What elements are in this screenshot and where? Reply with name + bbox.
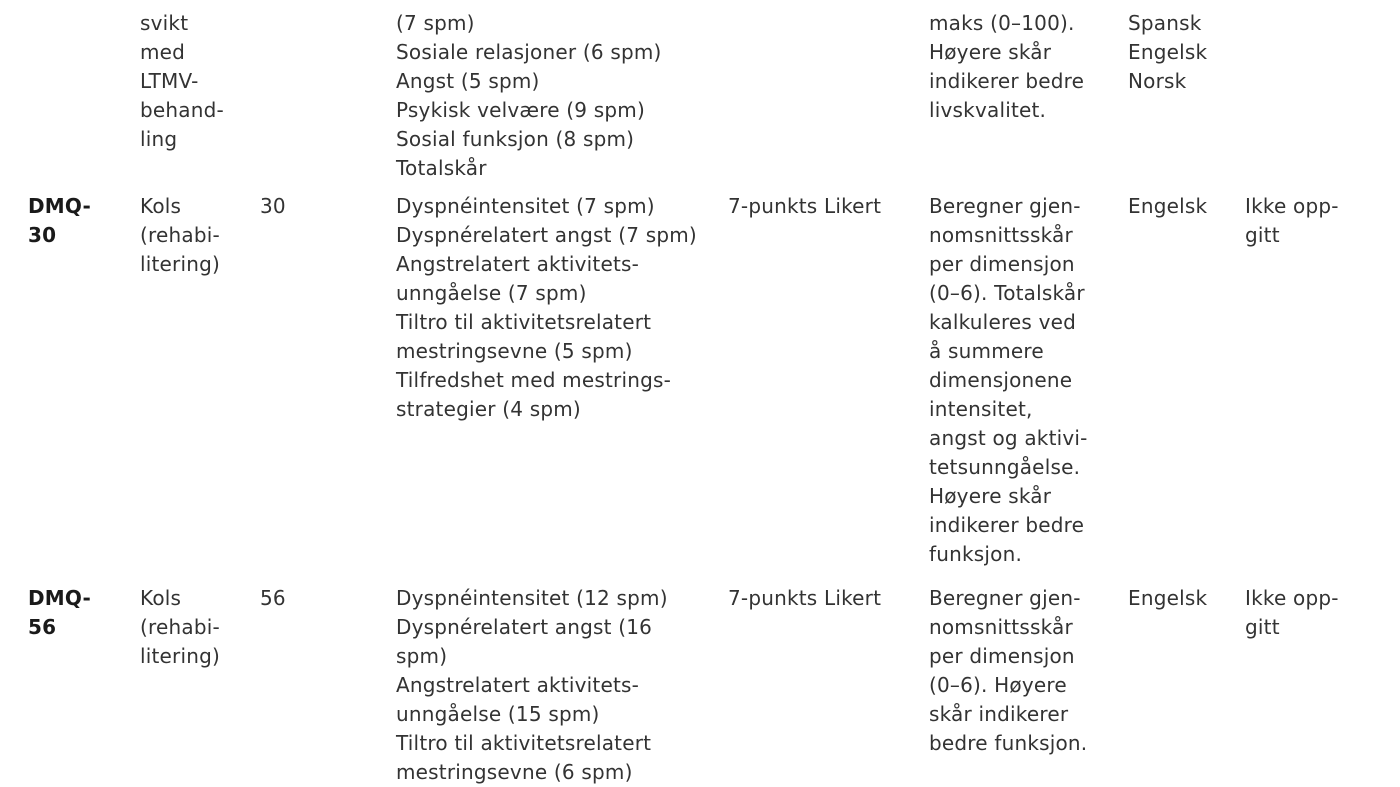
- languages-cell: [1128, 9, 1207, 96]
- cell-line: Beregner gjen-: [929, 194, 1081, 218]
- dimensions-cell: [396, 584, 668, 787]
- cell-line: Angstrelatert aktivitets-: [396, 252, 640, 276]
- cell-line: å summere: [929, 339, 1044, 363]
- cell-line: Psykisk velvære (9 spm): [396, 98, 645, 122]
- cell-line: (0–6). Høyere: [929, 673, 1067, 697]
- population-cell: [140, 9, 224, 154]
- cell-line: per dimensjon: [929, 252, 1075, 276]
- cell-line: mestringsevne (5 spm): [396, 339, 633, 363]
- validation-cell: [1245, 584, 1339, 642]
- cell-line: unngåelse (15 spm): [396, 702, 600, 726]
- cell-line: dimensjonene: [929, 368, 1073, 392]
- cell-line: funksjon.: [929, 542, 1023, 566]
- cell-line: Tiltro til aktivitetsrelatert: [396, 731, 652, 755]
- cell-line: Kols: [140, 194, 182, 218]
- cell-line: Dyspnérelatert angst (16: [396, 615, 653, 639]
- cell-line: DMQ-: [28, 194, 91, 218]
- cell-line: litering): [140, 644, 221, 668]
- cell-line: litering): [140, 252, 221, 276]
- cell-line: (rehabi-: [140, 615, 220, 639]
- cell-line: Kols: [140, 586, 182, 610]
- languages-cell: [1128, 192, 1207, 221]
- cell-line: bedre funksjon.: [929, 731, 1088, 755]
- instrument-name-cell: [28, 584, 91, 642]
- cell-line: 7-punkts Likert: [728, 194, 882, 218]
- cell-line: ling: [140, 127, 178, 151]
- cell-line: Engelsk: [1128, 40, 1208, 64]
- cell-line: behand-: [140, 98, 224, 122]
- cell-line: 7-punkts Likert: [728, 586, 882, 610]
- cell-line: indikerer bedre: [929, 513, 1085, 537]
- cell-line: livskvalitet.: [929, 98, 1047, 122]
- cell-line: Norsk: [1128, 69, 1187, 93]
- cell-line: Dyspnéintensitet (7 spm): [396, 194, 655, 218]
- cell-line: gitt: [1245, 615, 1280, 639]
- scoring-cell: [929, 584, 1087, 758]
- cell-line: Dyspnéintensitet (12 spm): [396, 586, 668, 610]
- cell-line: med: [140, 40, 186, 64]
- cell-line: Sosiale relasjoner (6 spm): [396, 40, 662, 64]
- cell-line: Ikke opp-: [1245, 194, 1339, 218]
- cell-line: Beregner gjen-: [929, 586, 1081, 610]
- cell-line: spm): [396, 644, 448, 668]
- cell-line: (rehabi-: [140, 223, 220, 247]
- cell-line: svikt: [140, 11, 189, 35]
- cell-line: 30: [28, 223, 57, 247]
- cell-line: Spansk: [1128, 11, 1202, 35]
- cell-line: Angst (5 spm): [396, 69, 540, 93]
- scoring-cell: [929, 192, 1088, 569]
- dimensions-cell: [396, 9, 662, 183]
- cell-line: 56: [260, 586, 286, 610]
- cell-line: mestringsevne (6 spm): [396, 760, 633, 784]
- cell-line: 56: [28, 615, 57, 639]
- cell-line: Dyspnérelatert angst (7 spm): [396, 223, 697, 247]
- cell-line: intensitet,: [929, 397, 1033, 421]
- validation-cell: [1245, 192, 1339, 250]
- cell-line: 30: [260, 194, 286, 218]
- cell-line: Ikke opp-: [1245, 586, 1339, 610]
- cell-line: (7 spm): [396, 11, 475, 35]
- cell-line: Totalskår: [396, 156, 487, 180]
- response-scale-cell: [728, 192, 881, 221]
- population-cell: [140, 192, 220, 279]
- item-count-cell: [260, 584, 286, 613]
- response-scale-cell: [728, 584, 881, 613]
- cell-line: (0–6). Totalskår: [929, 281, 1085, 305]
- cell-line: Tilfredshet med mestrings-: [396, 368, 672, 392]
- cell-line: skår indikerer: [929, 702, 1069, 726]
- cell-line: DMQ-: [28, 586, 91, 610]
- cell-line: Engelsk: [1128, 194, 1208, 218]
- cell-line: angst og aktivi-: [929, 426, 1088, 450]
- cell-line: tetsunngåelse.: [929, 455, 1081, 479]
- scoring-cell: [929, 9, 1084, 125]
- cell-line: Engelsk: [1128, 586, 1208, 610]
- cell-line: strategier (4 spm): [396, 397, 581, 421]
- population-cell: [140, 584, 220, 671]
- cell-line: gitt: [1245, 223, 1280, 247]
- cell-line: nomsnittsskår: [929, 223, 1073, 247]
- cell-line: per dimensjon: [929, 644, 1075, 668]
- cell-line: nomsnittsskår: [929, 615, 1073, 639]
- cell-line: LTMV-: [140, 69, 199, 93]
- cell-line: kalkuleres ved: [929, 310, 1077, 334]
- cell-line: maks (0–100).: [929, 11, 1075, 35]
- cell-line: Høyere skår: [929, 484, 1052, 508]
- cell-line: indikerer bedre: [929, 69, 1085, 93]
- cell-line: Tiltro til aktivitetsrelatert: [396, 310, 652, 334]
- dimensions-cell: [396, 192, 697, 424]
- cell-line: unngåelse (7 spm): [396, 281, 587, 305]
- cell-line: Sosial funksjon (8 spm): [396, 127, 635, 151]
- cell-line: Høyere skår: [929, 40, 1052, 64]
- cell-line: Angstrelatert aktivitets-: [396, 673, 640, 697]
- instrument-name-cell: [28, 192, 91, 250]
- languages-cell: [1128, 584, 1207, 613]
- item-count-cell: [260, 192, 286, 221]
